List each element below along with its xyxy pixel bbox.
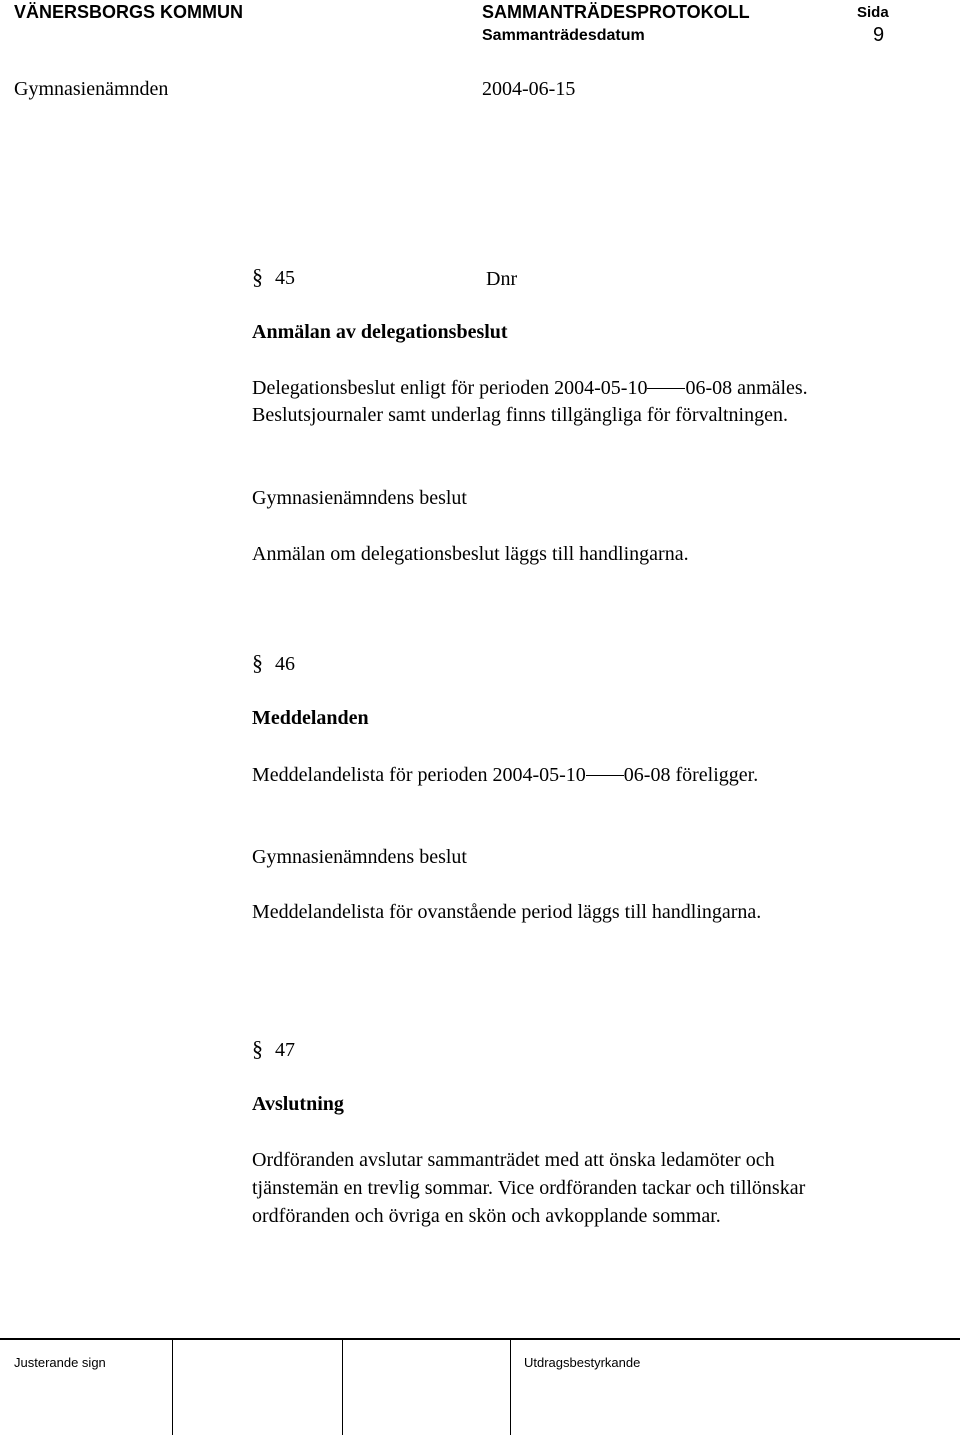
section-45-text-line1 (252, 375, 808, 402)
meeting-date: 2004-06-15 (482, 78, 576, 100)
excerpt-certifier-box (510, 1340, 511, 1435)
section-47-text-line1: Ordföranden avslutar sammanträdet med att önska ledamöter och (252, 1149, 775, 1171)
section-45-decision-heading: Gymnasienämndens beslut (252, 487, 467, 509)
page-label: Sida (857, 4, 889, 21)
section-45-decision-text: Anmälan om delegationsbeslut läggs till handlingarna. (252, 543, 689, 565)
text-part-a: Delegationsbeslut enligt för perioden 2004-05-10 (252, 377, 648, 399)
municipality-name: VÄNERSBORGS KOMMUN (14, 2, 244, 22)
section-number: 47 (275, 1039, 295, 1061)
range-dash (586, 775, 624, 776)
section-sign: § (252, 1036, 263, 1061)
page-number: 9 (873, 24, 885, 46)
dnr-label: Dnr (486, 268, 518, 290)
section-46-decision-text: Meddelandelista för ovanstående period läggs till handlingarna. (252, 901, 762, 923)
section-45-title: Anmälan av delegationsbeslut (252, 321, 508, 343)
range-dash (647, 388, 685, 389)
section-sign: § (252, 264, 263, 289)
section-46-text-line1 (252, 762, 758, 789)
section-46-title: Meddelanden (252, 707, 369, 729)
signature-box-2 (342, 1340, 343, 1435)
section-45-header (252, 264, 295, 292)
text-part-b: 06-08 föreligger. (623, 764, 759, 786)
section-47-text-line2: tjänstemän en trevlig sommar. Vice ordföranden tackar och tillönskar (252, 1177, 806, 1199)
section-47-text-line3: ordföranden och övriga en skön och avkopplande sommar. (252, 1205, 721, 1227)
text-part-a: Meddelandelista för perioden 2004-05-10 (252, 764, 586, 786)
section-46-decision-heading: Gymnasienämndens beslut (252, 846, 467, 868)
adjuster-sign-label: Justerande sign (14, 1355, 106, 1370)
section-47-header (252, 1036, 295, 1064)
section-sign: § (252, 650, 263, 675)
meeting-date-label: Sammanträdesdatum (482, 27, 645, 44)
excerpt-certifier-label: Utdragsbestyrkande (524, 1355, 641, 1370)
section-number: 45 (275, 267, 295, 289)
section-45-text-line2: Beslutsjournaler samt underlag finns tillgängliga för förvaltningen. (252, 404, 788, 426)
section-47-title: Avslutning (252, 1093, 344, 1115)
document-type: SAMMANTRÄDESPROTOKOLL (482, 2, 750, 22)
board-name: Gymnasienämnden (14, 78, 169, 100)
text-part-b: 06-08 anmäles. (685, 377, 808, 399)
signature-box-1 (172, 1340, 173, 1435)
section-number: 46 (275, 653, 295, 675)
section-46-header (252, 650, 295, 678)
signature-footer (0, 1338, 960, 1435)
